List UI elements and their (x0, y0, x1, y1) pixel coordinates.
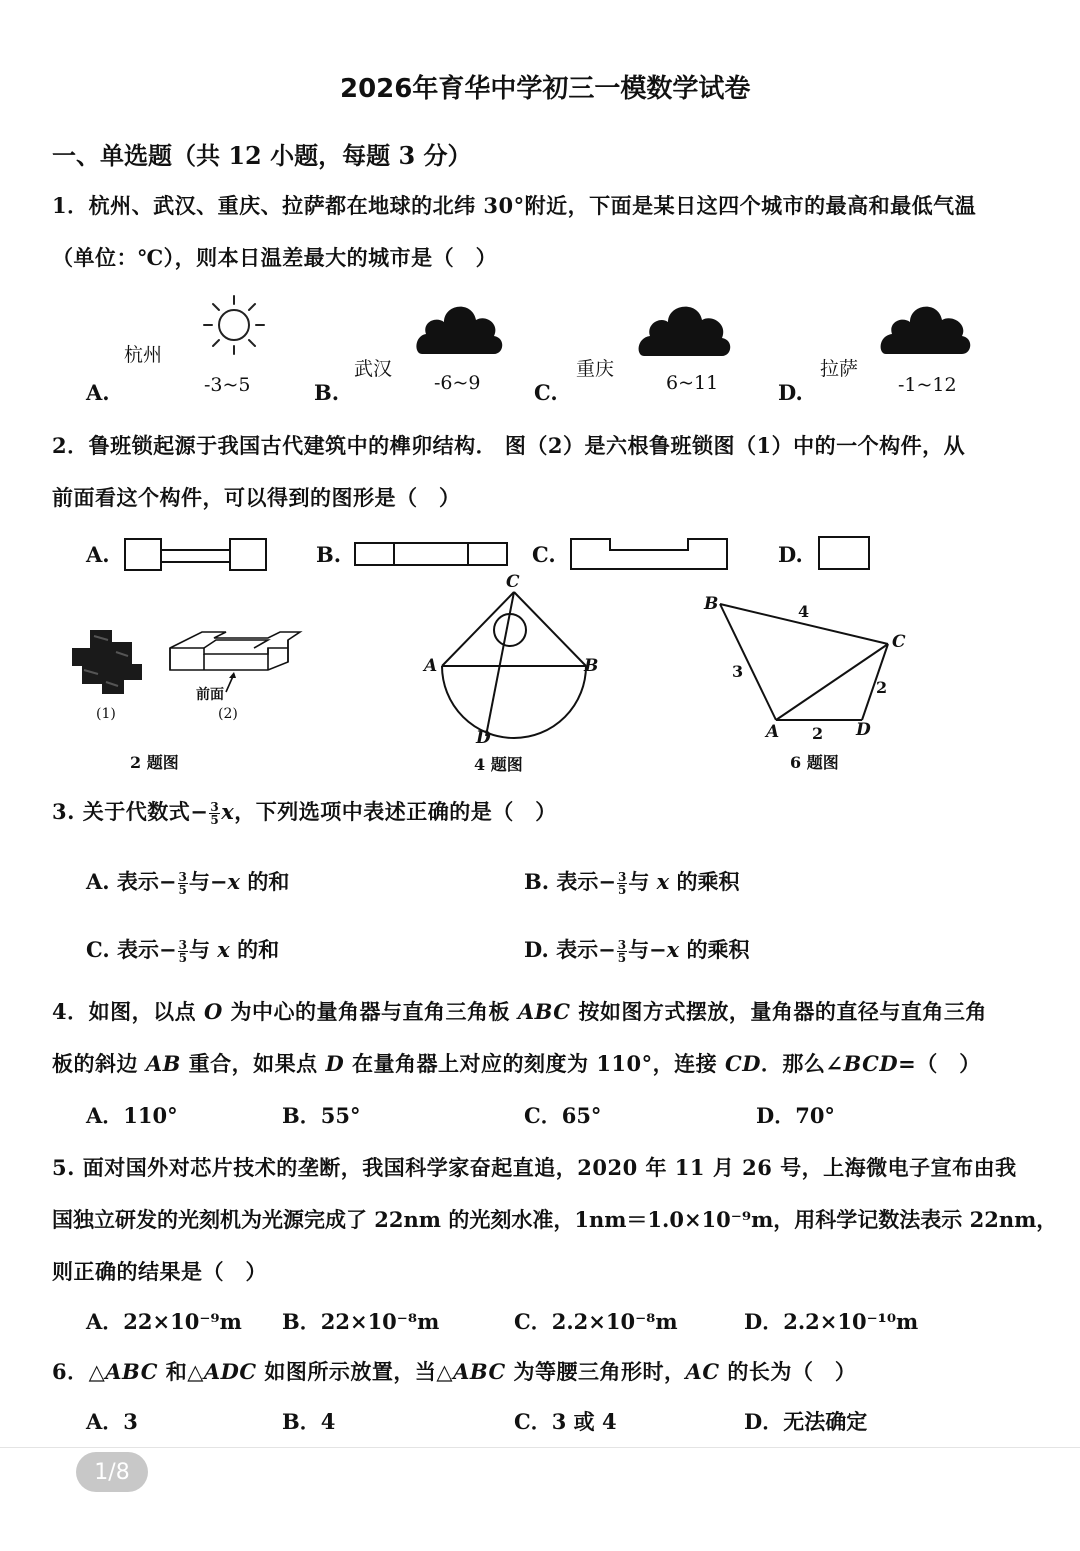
q3-option-d[interactable]: D. 表示− $\frac{3}{5}$ 与−x 的乘积 (524, 937, 750, 965)
q1-stem-line2: （单位：℃），则本日温差最大的城市是（ ） (52, 245, 498, 270)
q4-option-b[interactable]: B．55° (282, 1103, 361, 1128)
q4-option-c[interactable]: C．65° (524, 1103, 602, 1128)
fig4-caption: 4 题图 (474, 755, 523, 774)
q3-option-c[interactable]: C. 表示− $\frac{3}{5}$ 与 x 的和 (86, 937, 280, 965)
q2-shape-b (354, 542, 508, 566)
q1-city-d: 拉萨 (820, 358, 859, 380)
q1-city-b: 武汉 (354, 358, 393, 380)
q6-stem: 6．△ABC 和△ADC 如图所示放置，当△ABC 为等腰三角形时，AC 的长为（ ） (52, 1359, 857, 1384)
fig2-caption: 2 题图 (130, 753, 179, 772)
fig6-label-c: C (892, 632, 906, 652)
q6-option-c[interactable]: C．3 或 4 (514, 1409, 617, 1434)
fig4-protractor-figure (420, 578, 608, 748)
q5-option-b[interactable]: B．22×10⁻⁸m (282, 1309, 440, 1334)
q1-temp-b: -6~9 (434, 372, 481, 394)
cloud-icon (414, 294, 504, 358)
q1-temp-a: -3~5 (204, 374, 251, 396)
fig6-caption: 6 题图 (790, 753, 839, 772)
q4-stem-line2: 板的斜边 AB 重合，如果点 D 在量角器上对应的刻度为 110°，连接 CD．那么∠BCD=（ ） (52, 1051, 981, 1076)
q5-option-d[interactable]: D．2.2×10⁻¹⁰m (744, 1309, 919, 1334)
fig6-length-bc: 4 (798, 602, 810, 621)
q2-shape-a (124, 538, 268, 572)
sun-icon (198, 292, 270, 358)
fig6-length-ad: 2 (812, 724, 824, 743)
fig4-label-a: A (424, 656, 438, 676)
page-indicator: 1/8 (76, 1452, 148, 1492)
q1-city-a: 杭州 (124, 344, 163, 366)
q2-shape-c (570, 538, 728, 570)
q1-option-b[interactable]: B. (314, 380, 340, 405)
q3-option-a[interactable]: A. 表示− $\frac{3}{5}$ 与−x 的和 (86, 869, 290, 897)
q1-temp-c: 6~11 (666, 372, 719, 394)
cloud-icon (878, 294, 972, 358)
q2-option-a[interactable]: A. (86, 542, 110, 567)
q6-option-a[interactable]: A．3 (86, 1409, 138, 1434)
q2-option-c[interactable]: C. (532, 542, 556, 567)
page-divider (0, 1447, 1080, 1448)
q5-option-c[interactable]: C．2.2×10⁻⁸m (514, 1309, 678, 1334)
component-image (168, 626, 302, 696)
fig6-label-b: B (704, 594, 719, 614)
page-title: 2026年育华中学初三一模数学试卷 (340, 74, 751, 104)
fig6-label-d: D (856, 720, 871, 740)
q5-stem-line3: 则正确的结果是（ ） (52, 1259, 267, 1284)
q3-option-b[interactable]: B. 表示− $\frac{3}{5}$ 与 x 的乘积 (524, 869, 740, 897)
q1-city-c: 重庆 (576, 358, 615, 380)
q4-option-a[interactable]: A．110° (86, 1103, 178, 1128)
q6-option-d[interactable]: D．无法确定 (744, 1409, 868, 1434)
q3-fraction: $\frac{3}{5}$ (210, 800, 220, 827)
q2-stem-line1: 2．鲁班锁起源于我国古代建筑中的榫卯结构． 图（2）是六根鲁班锁图（1）中的一个构件，从 (52, 433, 966, 458)
q3-stem-pre: 3. 关于代数式− (52, 799, 209, 824)
q4-stem-line1: 4．如图，以点 O 为中心的量角器与直角三角板 ABC 按如图方式摆放，量角器的直径与直角三角 (52, 999, 987, 1024)
q2-shape-d (818, 536, 870, 570)
section-heading: 一、单选题（共 12 小题，每题 3 分） (52, 141, 472, 170)
q6-option-b[interactable]: B．4 (282, 1409, 336, 1434)
q3-stem-post: ，下列选项中表述正确的是（ ） (234, 799, 557, 824)
fig6-label-a: A (766, 722, 780, 742)
q1-option-a[interactable]: A. (86, 380, 110, 405)
fig6-length-ab: 3 (732, 662, 744, 681)
front-label: 前面 (196, 687, 224, 703)
luban-lock-image (68, 622, 148, 700)
q2-option-d[interactable]: D. (778, 542, 803, 567)
q2-stem-line2: 前面看这个构件，可以得到的图形是（ ） (52, 485, 461, 510)
fig4-label-b: B (584, 656, 599, 676)
cloud-icon (636, 294, 734, 360)
q1-stem-line1: 1．杭州、武汉、重庆、拉萨都在地球的北纬 30°附近，下面是某日这四个城市的最高和最低气温 (52, 193, 977, 218)
q5-stem-line2: 国独立研发的光刻机为光源完成了 22nm 的光刻水准，1nm＝1.0×10⁻⁹m，用科学记数法表示 22nm， (52, 1207, 1058, 1232)
fig2-sub1: (1) (96, 706, 116, 722)
fig6-length-cd: 2 (876, 678, 888, 697)
q3-stem: 3. 关于代数式− $\frac{3}{5}$ x，下列选项中表述正确的是（ ） (52, 799, 557, 827)
q2-option-b[interactable]: B. (316, 542, 342, 567)
q1-option-d[interactable]: D. (778, 380, 803, 405)
q1-temp-d: -1~12 (898, 374, 957, 396)
q4-option-d[interactable]: D．70° (756, 1103, 835, 1128)
fig4-label-d: D (476, 728, 491, 748)
q5-stem-line1: 5. 面对国外对芯片技术的垄断，我国科学家奋起直追，2020 年 11 月 26 号，上海微电子宣布由我 (52, 1155, 1017, 1180)
q5-option-a[interactable]: A．22×10⁻⁹m (86, 1309, 242, 1334)
q1-option-c[interactable]: C. (534, 380, 558, 405)
fig2-sub2: (2) (218, 706, 238, 722)
fig4-label-c: C (506, 572, 520, 592)
